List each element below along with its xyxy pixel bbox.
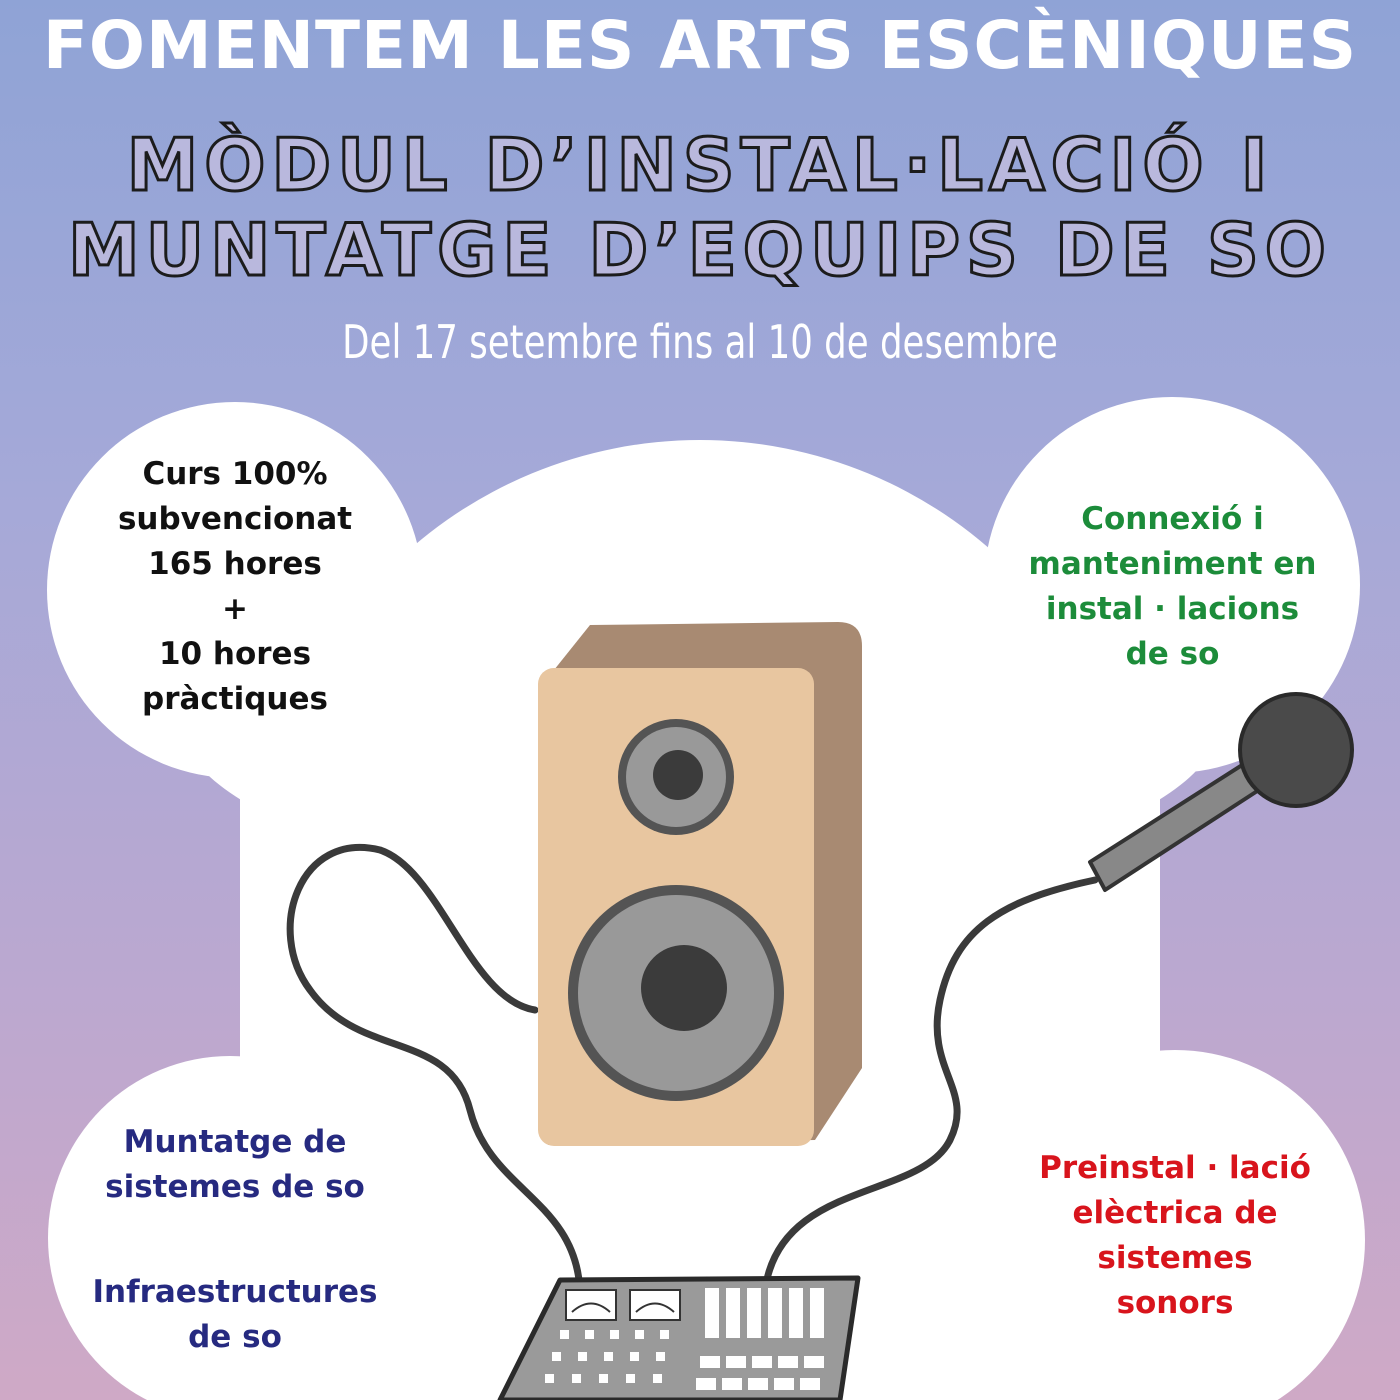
course-info-line: 165 hores <box>148 546 322 582</box>
topic-line: Muntatge de <box>123 1124 347 1160</box>
bubble-course-info <box>70 452 400 722</box>
topic-line: Preinstal · lació <box>1039 1150 1311 1186</box>
course-dates: Del 17 setembre fins al 10 de desembre <box>342 315 1058 369</box>
topic-line: elèctrica de <box>1072 1195 1278 1231</box>
course-title-line2: MUNTATGE D’EQUIPS DE SO <box>67 208 1333 292</box>
topic-line: sistemes <box>1097 1240 1253 1276</box>
topic-line: Connexió i <box>1081 501 1264 537</box>
course-info-line: Curs 100% <box>142 456 328 492</box>
course-info-line: 10 hores <box>158 636 312 672</box>
course-info-line: pràctiques <box>142 681 328 717</box>
topic-line: de so <box>188 1319 282 1355</box>
topic-line: manteniment en <box>1028 546 1317 582</box>
course-info-line: + <box>222 591 248 627</box>
topic-line: de so <box>1125 636 1220 672</box>
poster-title: FOMENTEM LES ARTS ESCÈNIQUES <box>42 7 1358 84</box>
topic-line: sonors <box>1116 1285 1234 1321</box>
bubble-electrical-topic <box>1005 1146 1345 1326</box>
topic-line: instal · lacions <box>1045 591 1300 627</box>
topic-line: sistemes de so <box>105 1169 365 1205</box>
speaker-icon <box>538 622 862 1146</box>
bubble-assembly-topics <box>60 1120 410 1360</box>
topic-line: Infraestructures <box>92 1274 378 1310</box>
course-title-line1: MÒDUL D’INSTAL·LACIÓ I <box>126 123 1274 207</box>
mixer-icon <box>500 1278 858 1400</box>
course-info-line: subvencionat <box>117 501 353 537</box>
bubble-connection-topic <box>995 497 1350 677</box>
